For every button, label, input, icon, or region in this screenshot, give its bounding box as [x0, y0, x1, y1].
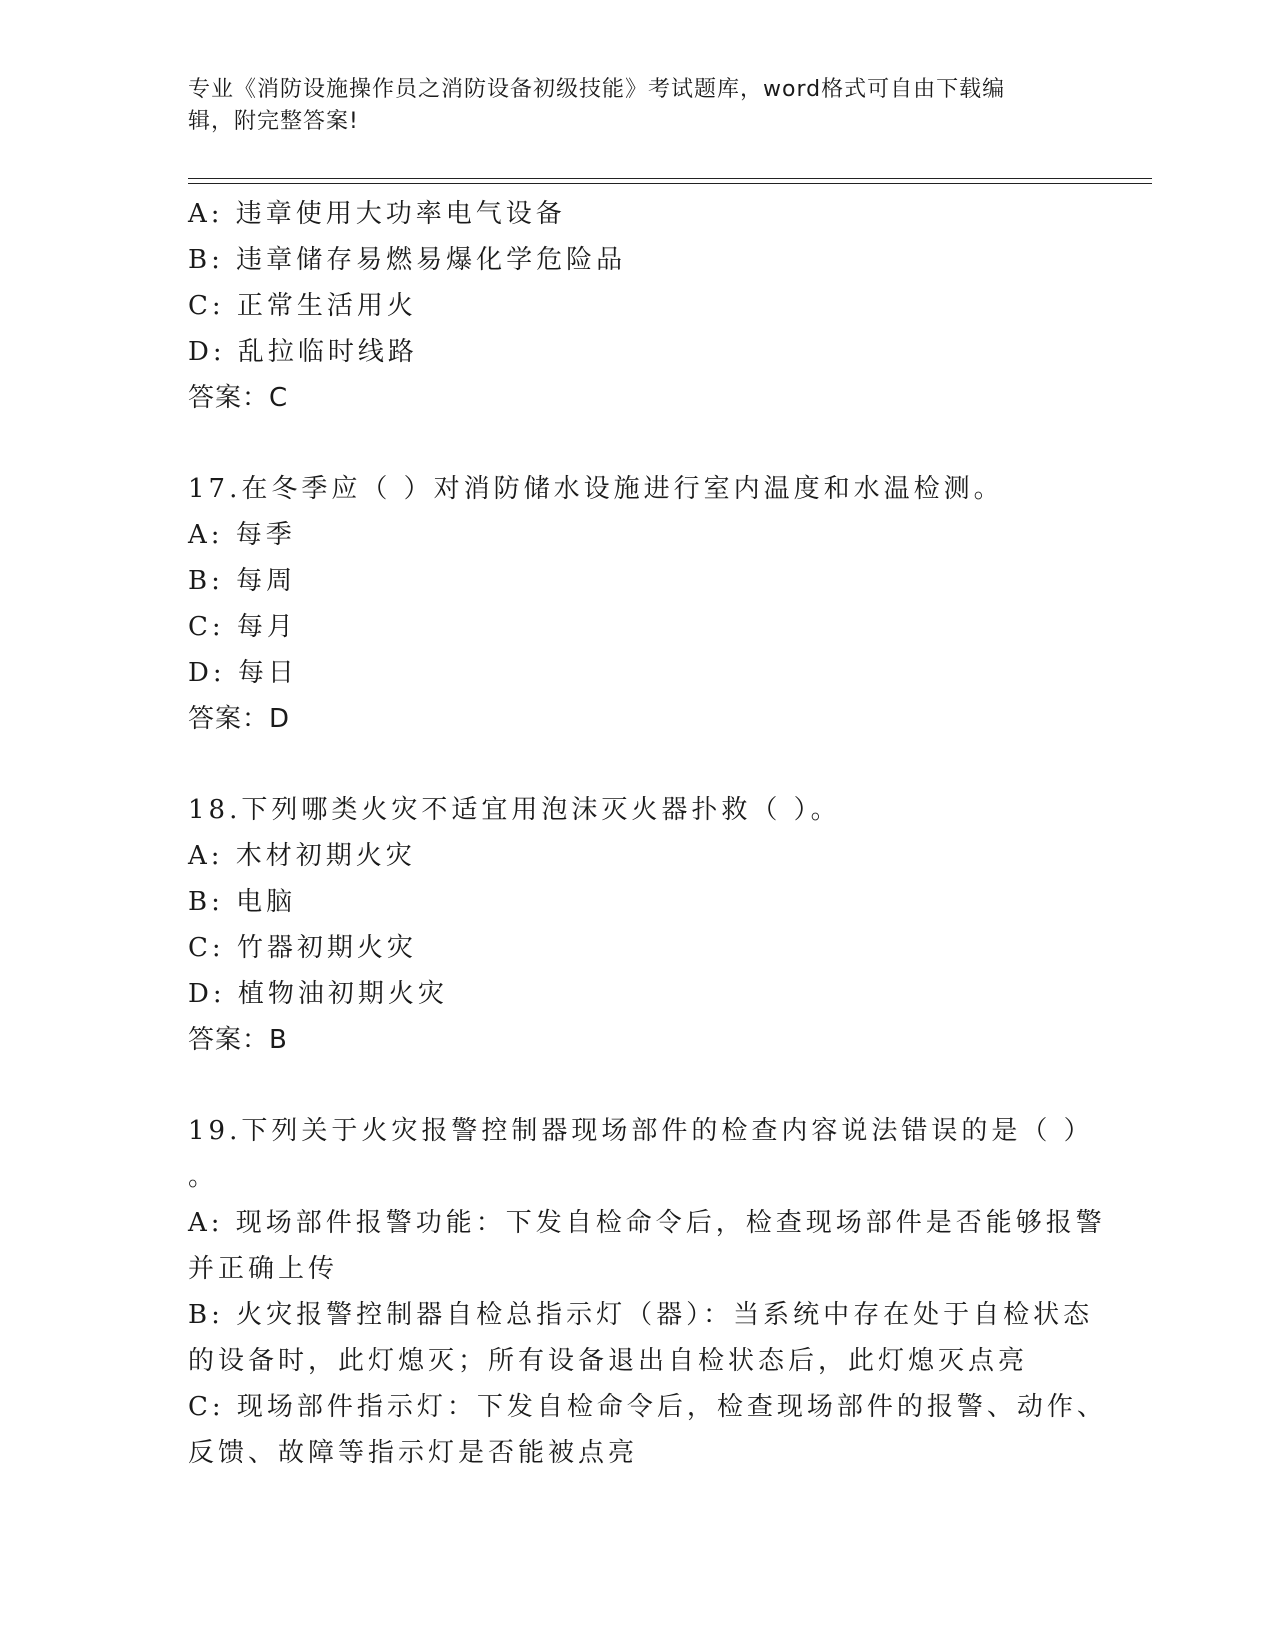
q17-option-a: A: 每季 — [188, 520, 296, 550]
q18-option-b: B: 电脑 — [188, 887, 297, 917]
q16-option-a: A: 违章使用大功率电气设备 — [188, 199, 566, 229]
q17-answer: 答案：D — [188, 704, 291, 734]
q16-answer: 答案：C — [188, 383, 289, 413]
question-content — [188, 191, 1107, 1476]
question-16 — [188, 191, 1088, 421]
question-17 — [188, 466, 1088, 742]
spacer — [188, 421, 1088, 466]
q19-option-a: A: 现场部件报警功能：下发自检命令后，检查现场部件是否能够报警 — [188, 1208, 1106, 1238]
q19-option-c: C: 现场部件指示灯：下发自检命令后，检查现场部件的报警、动作、 — [188, 1392, 1107, 1422]
q16-option-c: C: 正常生活用火 — [188, 291, 417, 321]
q19-option-a-continued: 并正确上传 — [188, 1254, 339, 1284]
q17-option-c: C: 每月 — [188, 612, 297, 642]
q18-answer: 答案：B — [188, 1025, 288, 1055]
header-divider-bottom — [188, 183, 1152, 184]
header-line-1: 专业《消防设施操作员之消防设备初级技能》考试题库，word格式可自由下载编 — [188, 77, 1006, 102]
document-header — [188, 74, 1068, 138]
question-19 — [188, 1108, 1107, 1476]
q19-question-text-continued: 。 — [188, 1162, 219, 1192]
q17-question-text: 17.在冬季应（ ）对消防储水设施进行室内温度和水温检测。 — [188, 474, 1004, 504]
spacer — [188, 1063, 1088, 1108]
header-divider-top — [188, 178, 1152, 179]
q19-option-b-continued: 的设备时，此灯熄灭；所有设备退出自检状态后，此灯熄灭点亮 — [188, 1346, 1029, 1376]
q19-option-b: B: 火灾报警控制器自检总指示灯（器）：当系统中存在处于自检状态 — [188, 1300, 1094, 1330]
q17-option-d: D: 每日 — [188, 658, 298, 688]
q16-option-b: B: 违章储存易燃易爆化学危险品 — [188, 245, 627, 275]
question-18 — [188, 787, 1088, 1063]
q19-question-text: 19.下列关于火灾报警控制器现场部件的检查内容说法错误的是（ ） — [188, 1116, 1094, 1146]
header-line-2: 辑，附完整答案! — [188, 109, 359, 134]
q16-option-d: D: 乱拉临时线路 — [188, 337, 418, 367]
q19-option-c-continued: 反馈、故障等指示灯是否能被点亮 — [188, 1438, 639, 1468]
q18-question-text: 18.下列哪类火灾不适宜用泡沫灭火器扑救（ ）。 — [188, 795, 841, 825]
q18-option-d: D: 植物油初期火灾 — [188, 979, 448, 1009]
spacer — [188, 742, 1088, 787]
q18-option-c: C: 竹器初期火灾 — [188, 933, 417, 963]
q18-option-a: A: 木材初期火灾 — [188, 841, 416, 871]
q17-option-b: B: 每周 — [188, 566, 297, 596]
